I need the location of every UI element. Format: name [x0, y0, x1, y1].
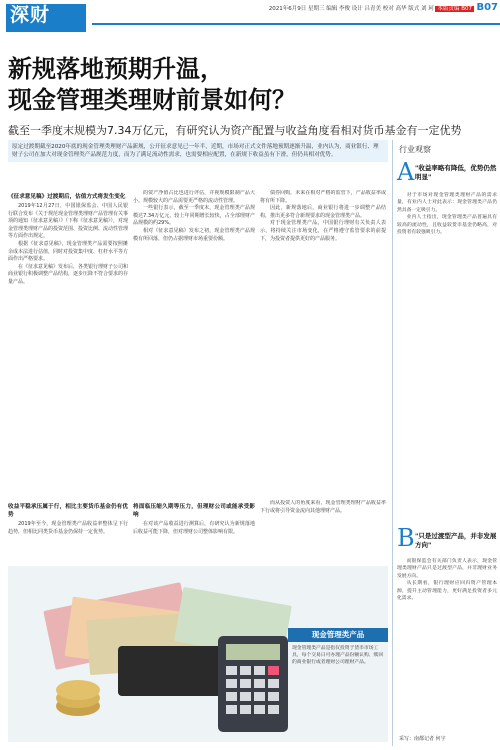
brand-subtitle: 从"钱"到"美": [15, 35, 60, 42]
paragraph: 对于市场对现金管理类理财产品的需求量，有业内人士对此表示：现金管理类产品仍然具备一定吸引力。: [397, 193, 497, 213]
paragraph: 在《征求意见稿》发布后，各类银行理财子公司和商业银行积极调整产品结构，逐步压降不符合要求的存量产品。: [8, 263, 128, 285]
meta-tag: 本版责编 B07: [437, 6, 472, 12]
page-header: [0, 0, 500, 42]
paragraph: 相对《征求意见稿》发布之初，现金管理类产品规模有所回落，但仍占据理财市场重要份额。: [133, 227, 255, 242]
paragraph: 2019年12月27日，中国银保监会、中国人民银行联合发布《关于规范现金管理类理财产品管理有关事项的通知（征求意见稿）》（下称《征求意见稿》），对现金管理类理财产品的投资范围、投资比例、流动性管理等方面作出规定。: [8, 203, 128, 240]
subheadline: 截至一季度末规模为7.34万亿元，有研究认为资产配置与收益角度看相对货币基金有一定优势: [8, 124, 462, 137]
paragraph: 的资产净值占比也进行评估，并视规模限制产品大小。规模较大的产品需要更严格的流动性管理。: [133, 190, 255, 204]
sidebar-column: [392, 140, 498, 746]
column-subhead: 《征求意见稿》过渡期后，估值方式将发生变化: [8, 194, 126, 200]
column-subhead: 收益平稳承压属于行，相比主要货币基金仍有优势: [8, 504, 128, 518]
reporter-byline: 采写：南都记者 何宇: [399, 736, 446, 742]
headline: [8, 54, 488, 116]
page-number: B07: [476, 2, 498, 13]
sidebar-subhead-a: "收益率略有降低，优势仍然明显": [415, 164, 497, 181]
paragraph: 在对该产品收益进行测算后，有研究认为新规落地后收益可能下降，但对理财公司整体影响有限。: [133, 521, 255, 535]
headline-line-1: 新规落地预期升温，: [8, 55, 224, 83]
article-column-2-lower: [133, 500, 255, 560]
sidebar-subhead-b: "只是过渡型产品，并非发展方向": [415, 532, 497, 549]
paragraph: 业内人士指出，现金管理类产品普遍具有较高的流动性，且收益较货币基金仍略高，对投资者有较强吸引力。: [397, 215, 497, 236]
column-subhead: 将面临压缩久期等压力，但理财公司或能承受影响: [133, 504, 255, 518]
article-column-3: [260, 190, 386, 500]
sidebar-body-a: [397, 192, 497, 522]
headline-line-2: 现金管理类理财前景如何？: [8, 86, 296, 114]
explainer-text: 现金管理类产品是指仅投资于货币市场工具，每个交易日可办理产品份额认购、赎回的商业银行或者理财公司理财产品。: [292, 646, 384, 665]
article-column-1: [8, 190, 128, 496]
sidebar-title: 行业观察: [399, 145, 431, 154]
article-column-3-lower: [260, 500, 386, 560]
meta-text: 2021年6月9日 星期三 编辑 李俊 设计 吕青美 校对 高华 版式 刘 珂: [268, 6, 434, 12]
section-letter-b: B: [397, 524, 415, 552]
header-meta: [269, 4, 474, 12]
sidebar-body-b: [397, 558, 497, 728]
section-brand: [6, 4, 86, 42]
brand-text: 深财: [10, 4, 51, 26]
paragraph: 债券回购，未来在相对严格的监管下，产品收益率或将有所下降。: [260, 190, 386, 204]
header-rule: [92, 11, 500, 25]
paragraph: 一些银行表示，截至一季度末，现金管理类产品规模达7.34万亿元，较上年同期增长较快，占全部理财产品规模的约29%。: [133, 205, 255, 227]
article-column-1-lower: [8, 500, 128, 560]
paragraph: 因此，新规落地后，商业银行将进一步调整产品结构，推出更多符合新规要求的现金管理类产品。: [260, 205, 386, 219]
section-letter-a: A: [397, 158, 415, 186]
lead-paragraph: 原定过渡期截至2020年底的现金管理类理财产品新规，公开征求意见已一年半，近期，市场对正式文件落地预期逐渐升温，业内认为，商业银行、理财子公司在加大对现金管理类产品规范力度，而为了满足流动性需求，也需要相应配置，在新规下收益虽有下滑，但仍具相对优势。: [8, 140, 388, 162]
paragraph: 2019年至今，现金管理类产品收益率整体呈下行趋势，但相比同类货币基金仍保持一定优势。: [8, 521, 128, 535]
explainer-banner: 现金管理类产品: [288, 628, 388, 642]
paragraph: 从长期看，银行理财应回归资产管理本源，提升主动管理能力，更好满足投资者多元化需求。: [397, 581, 497, 602]
paragraph: 根据《征求意见稿》，现金管理类产品需要按照摊余成本法进行估值，同时对投资集中度、杠杆水平等方面作出严格要求。: [8, 240, 128, 263]
paragraph: 对于现金管理类产品，中国银行理财有关负责人表示，将持续关注市场变化，在严格遵守监管要求的前提下，为投资者提供更好的产品服务。: [260, 220, 386, 242]
paragraph: 而从投资人的角度来看，现金管理类理财产品收益率下行或将引导资金流向其他理财产品。: [260, 500, 386, 514]
paragraph: 而银保监会有关部门负责人表示，现金管理类理财产品只是过渡型产品，并非理财业务发展方向。: [397, 559, 497, 579]
article-column-2: [133, 190, 255, 492]
